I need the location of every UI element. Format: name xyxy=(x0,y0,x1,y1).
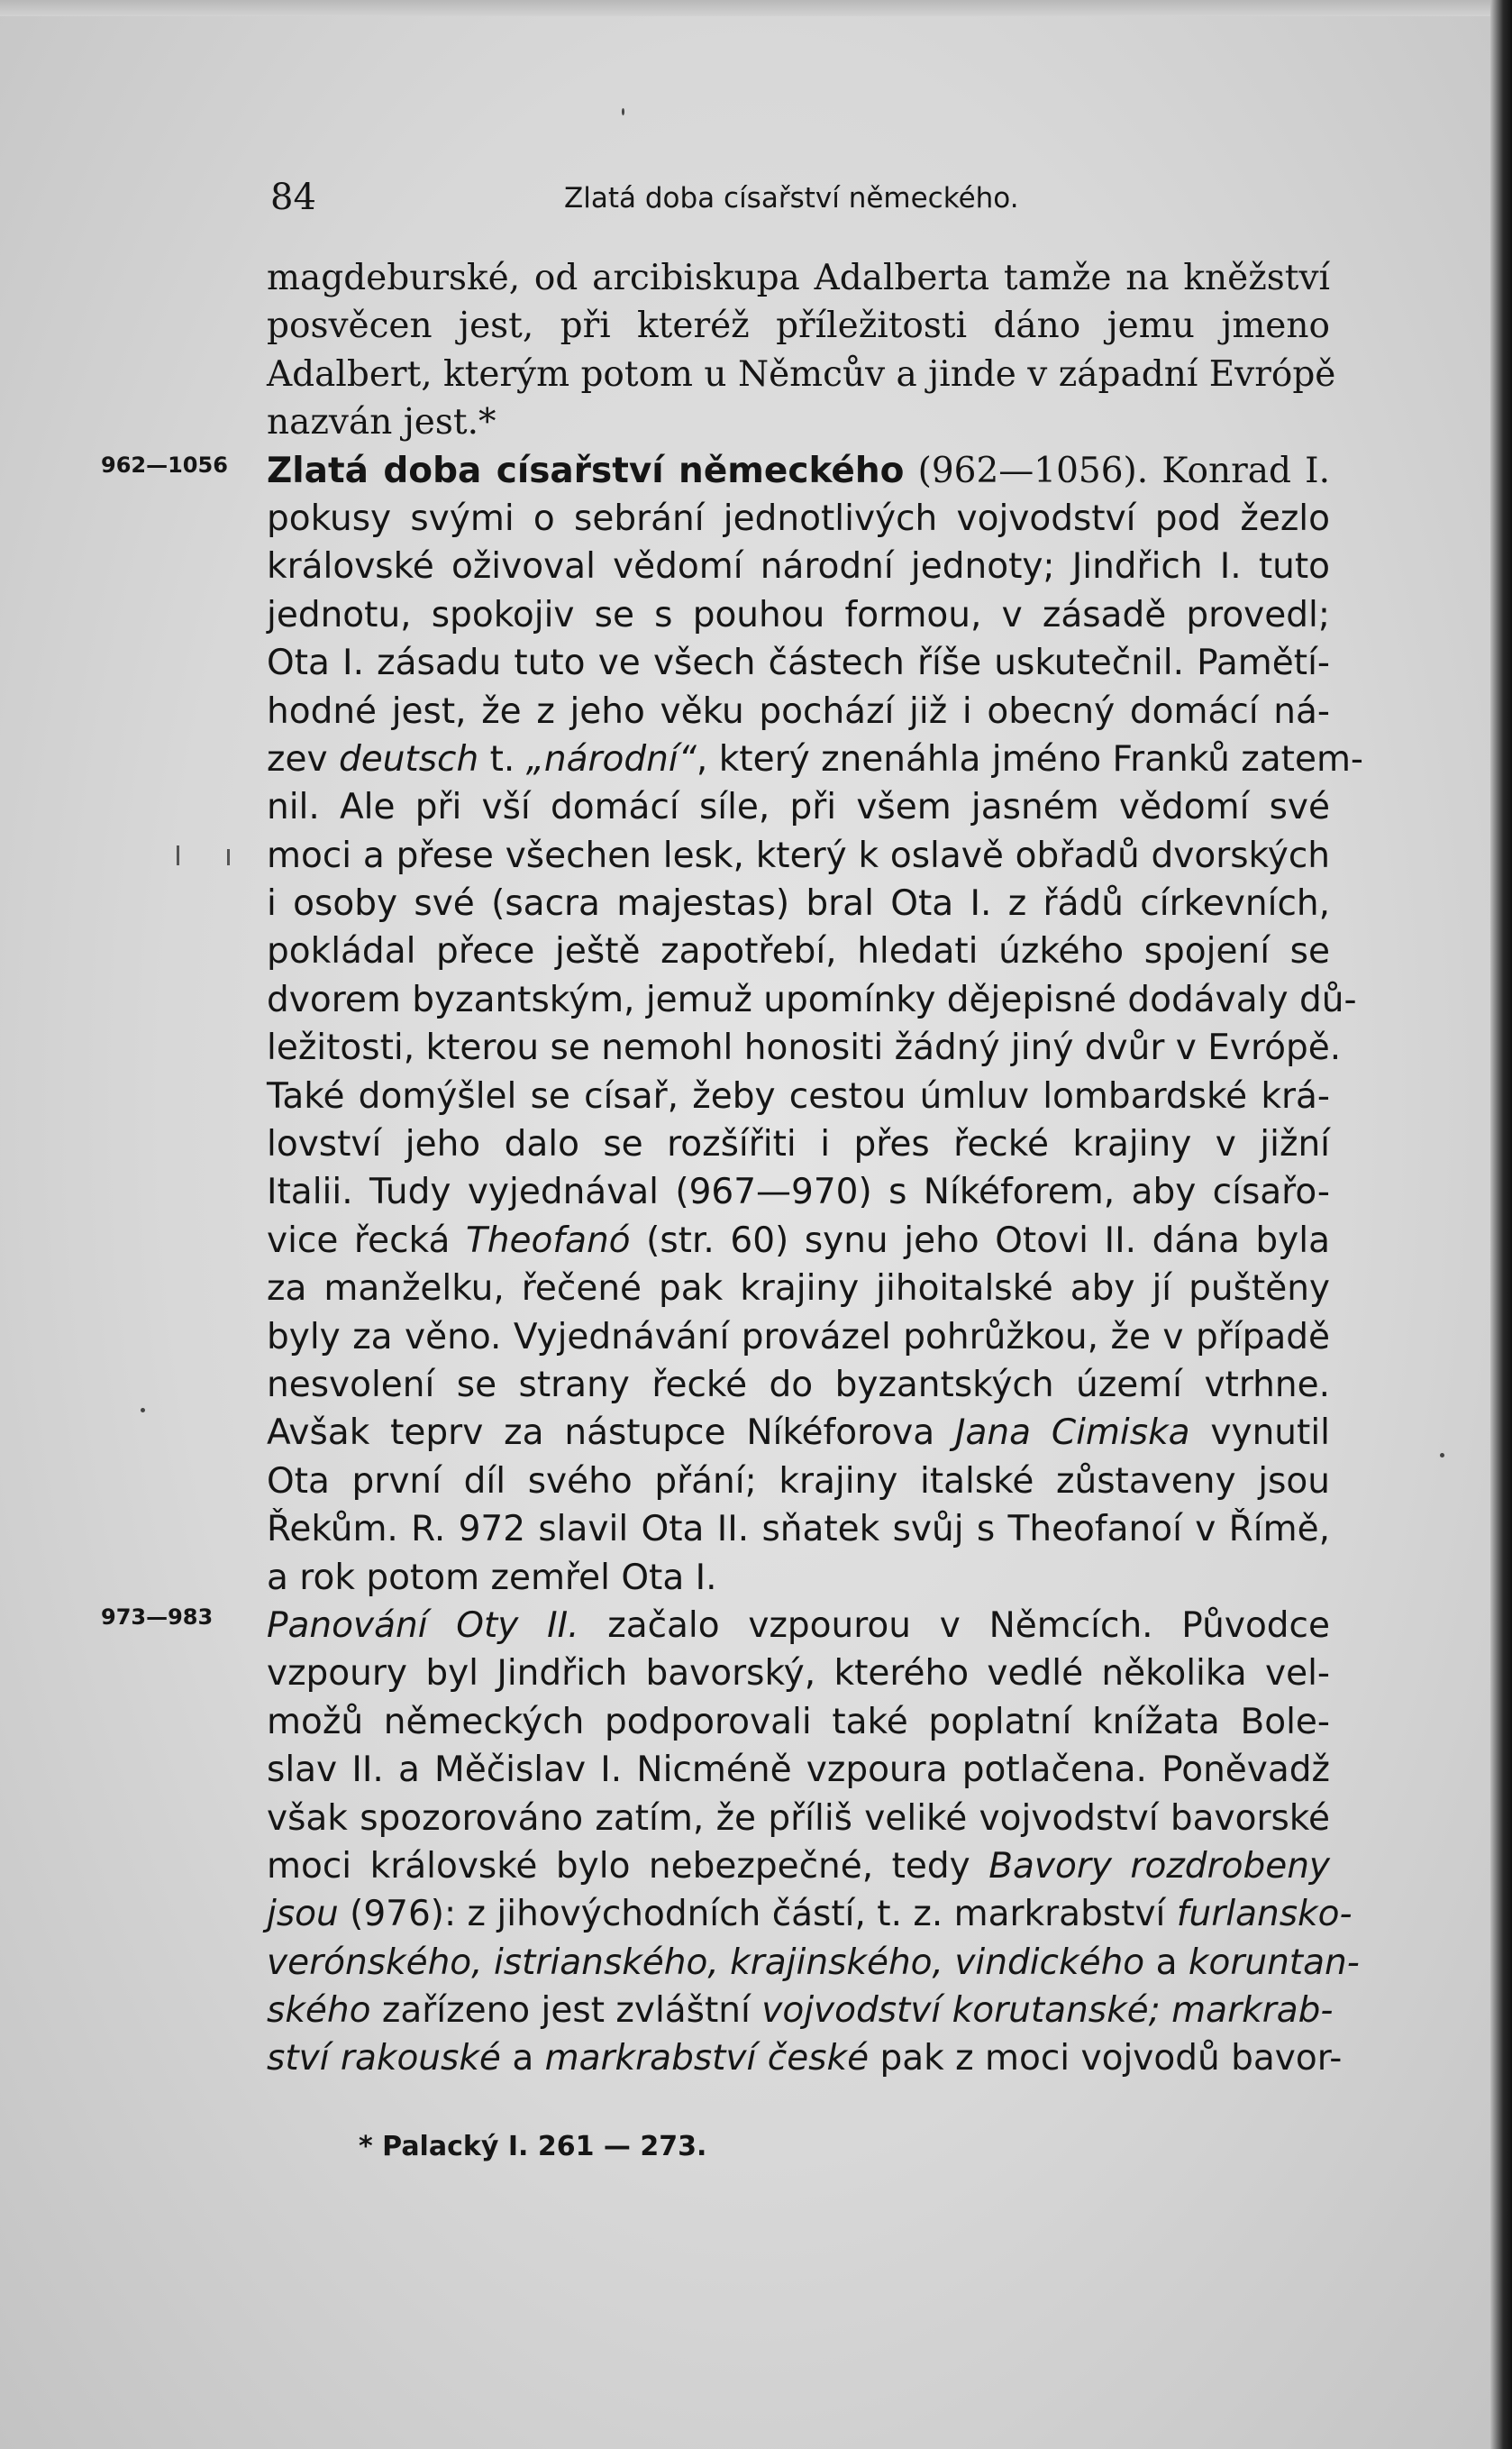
text-line: možů německých podporovali také poplatní knížata Bole- xyxy=(267,1701,1330,1742)
italic-term: ství rakouské xyxy=(267,2038,501,2079)
scan-speck xyxy=(227,849,230,865)
footnote: * Palacký I. 261 — 273. xyxy=(359,2131,707,2162)
text-line-mixed xyxy=(267,1217,1330,1265)
italic-term: vojvodství korutanské; markrab- xyxy=(761,1990,1334,2032)
text-segment: začalo vzpourou v Němcích. Původce xyxy=(578,1604,1330,1646)
italic-term: deutsch xyxy=(338,738,479,780)
text-line-mixed xyxy=(267,1987,1334,2034)
text-segment: zařízeno jest zvláštní xyxy=(370,1990,762,2032)
text-segment: vice řecká xyxy=(267,1220,466,1261)
text-segment: Avšak teprv za nástupce Níkéforova xyxy=(267,1412,955,1454)
text-segment: moci královské bylo nebezpečné, tedy xyxy=(267,1845,989,1887)
text-line: královské oživoval vědomí národní jednoty; Jindřich I. tuto xyxy=(267,546,1330,588)
text-line: hodné jest, že z jeho věku pochází již i obecný domácí ná- xyxy=(267,690,1330,732)
italic-term: Theofanó xyxy=(465,1220,631,1261)
italic-term: „národní“ xyxy=(525,738,697,780)
italic-term: verónského, istrianského, krajinského, vindického xyxy=(267,1942,1145,1983)
italic-term: Bavory rozdrobeny xyxy=(988,1845,1330,1887)
scan-speck xyxy=(177,845,179,865)
text-line: a rok potom zemřel Ota I. xyxy=(267,1557,717,1598)
text-segment: zev xyxy=(267,738,339,780)
text-line: pokládal přece ještě zapotřebí, hledati úzkého spojení se xyxy=(267,931,1330,973)
text-segment: vynutil xyxy=(1189,1412,1330,1454)
text-line: nil. Ale při vší domácí síle, při všem jasném vědomí své xyxy=(267,787,1330,828)
page-header xyxy=(267,177,1330,222)
text-line: ležitosti, kterou se nemohl honositi žádný jiný dvůr v Evrópě. xyxy=(267,1028,1342,1069)
text-line: Také domýšlel se císař, žeby cestou úmluv lombardské krá- xyxy=(267,1075,1330,1117)
text-line: Ota první díl svého přání; krajiny italské zůstaveny jsou xyxy=(267,1460,1330,1502)
text-segment: , který znenáhla jméno Franků zatem- xyxy=(696,738,1364,780)
text-line: nesvolení se strany řecké do byzantských území vtrhne. xyxy=(267,1364,1330,1405)
scan-speck xyxy=(1440,1453,1444,1458)
text-line: pokusy svými o sebrání jednotlivých vojvodství pod žezlo xyxy=(267,498,1330,539)
text-line-mixed xyxy=(267,1890,1353,1938)
italic-term: Panování Oty II. xyxy=(267,1604,579,1646)
italic-term: ského xyxy=(267,1990,371,2032)
text-line-mixed xyxy=(267,1409,1330,1457)
scan-right-edge xyxy=(1490,0,1512,2449)
text-line: lovství jeho dalo se rozšířiti i přes řecké krajiny v jižní xyxy=(267,1124,1330,1165)
section-heading: Zlatá doba císařství německého xyxy=(267,450,905,491)
body-text xyxy=(267,254,1364,2083)
text-segment: t. xyxy=(478,738,526,780)
scan-speck xyxy=(622,108,624,115)
italic-term: koruntan- xyxy=(1188,1942,1360,1983)
text-line: vzpoury byl Jindřich bavorský, kterého vedlé několika vel- xyxy=(267,1653,1330,1695)
running-title: Zlatá doba císařství německého. xyxy=(564,182,1019,215)
text-line-mixed xyxy=(267,1602,1330,1649)
text-line: moci a přese všechen lesk, který k oslavě obřadů dvorských xyxy=(267,835,1330,876)
text-line-mixed xyxy=(267,2034,1343,2082)
margin-date-962-1056: 962—1056 xyxy=(101,452,228,478)
text-segment: pak z moci vojvodů bavor- xyxy=(869,2038,1343,2079)
text-line: Adalbert, kterým potom u Němcův a jinde v západní Evrópě xyxy=(267,353,1336,395)
text-line: posvěcen jest, při kteréž příležitosti dáno jemu jmeno xyxy=(267,306,1330,347)
text-line: slav II. a Měčislav I. Nicméně vzpoura potlačena. Poněvadž xyxy=(267,1750,1330,1791)
text-segment: a xyxy=(1144,1942,1189,1983)
italic-term: markrabství české xyxy=(544,2038,870,2079)
italic-term: furlansko- xyxy=(1176,1894,1353,1935)
section-heading-line xyxy=(267,447,1330,495)
scan-speck xyxy=(141,1408,145,1412)
text-line-mixed xyxy=(267,1842,1330,1890)
text-line-mixed xyxy=(267,736,1364,783)
text-line: byly za věno. Vyjednávání provázel pohrůžkou, že v případě xyxy=(267,1316,1330,1357)
text-line: magdeburské, od arcibiskupa Adalberta tamže na kněžství xyxy=(267,258,1330,298)
italic-term: Jana Cimiska xyxy=(955,1412,1190,1454)
text-segment: (str. 60) synu jeho Otovi II. dána byla xyxy=(630,1220,1330,1261)
scan-top-edge xyxy=(0,0,1512,16)
text-line: za manželku, řečené pak krajiny jihoitalské aby jí puštěny xyxy=(267,1268,1330,1310)
text-line: Italii. Tudy vyjednával (967—970) s Níkéforem, aby císařo- xyxy=(267,1172,1330,1213)
text-segment: (962—1056). Konrad I. xyxy=(904,450,1330,491)
text-line: Řekům. R. 972 slavil Ota II. sňatek svůj s Theofanoí v Římě, xyxy=(267,1509,1330,1550)
text-line: však spozorováno zatím, že příliš veliké vojvodství bavorské xyxy=(267,1797,1330,1839)
text-line: nazván jest.* xyxy=(267,402,496,443)
text-segment: a xyxy=(500,2038,545,2079)
margin-date-973-983: 973—983 xyxy=(101,1604,214,1630)
text-line: i osoby své (sacra majestas) bral Ota I. z řádů církevních, xyxy=(267,883,1330,925)
text-segment: (976): z jihovýchodních částí, t. z. markrabství xyxy=(338,1894,1177,1935)
italic-term: jsou xyxy=(267,1894,339,1935)
text-line-mixed xyxy=(267,1939,1360,1987)
text-line: Ota I. zásadu tuto ve všech částech říše uskutečnil. Pamětí- xyxy=(267,643,1330,684)
text-line: dvorem byzantským, jemuž upomínky dějepisné dodávaly dů- xyxy=(267,979,1357,1020)
page-number: 84 xyxy=(270,177,316,218)
text-line: jednotu, spokojiv se s pouhou formou, v zásadě provedl; xyxy=(267,594,1330,635)
